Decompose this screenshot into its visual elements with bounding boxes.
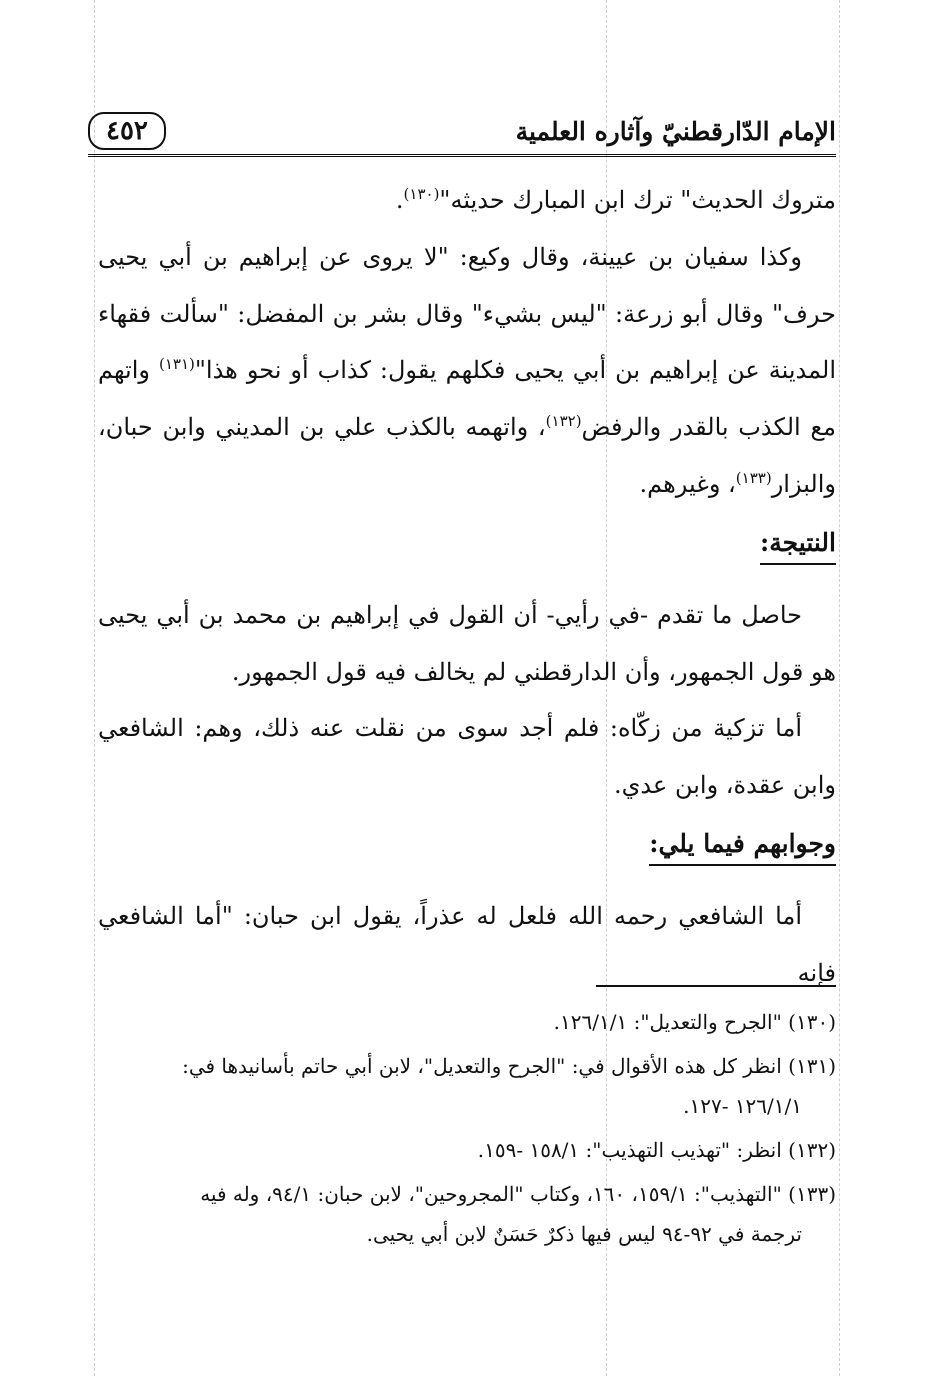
section-heading: وجوابهم فيما يلي:: [649, 824, 836, 866]
footnote-ref: (١٣٣): [735, 468, 772, 487]
footnote: [98, 1046, 836, 1126]
section-heading: النتيجة:: [760, 523, 836, 565]
paragraph: حاصل ما تقدم -في رأيي- أن القول في إبراهيم بن محمد بن أبي يحيى هو قول الجمهور، وأن الدارقطني لم يخالف فيه قول الجمهور.: [98, 600, 836, 686]
footnote: (١٣٠) "الجرح والتعديل": ١٢٦/١/١.: [553, 1010, 836, 1034]
footnote-text: ١٢٦/١/١ -١٢٧.: [683, 1094, 802, 1118]
heading-row: [98, 513, 836, 587]
page-header: [88, 108, 836, 157]
paragraph-text: ، واتهمه بالكذب علي بن المديني وابن حبان، والبزار: [98, 413, 836, 498]
footnote-text: ترجمة في ٩٢-٩٤ ليس فيها ذكرٌ حَسَنٌ لابن أبي يحيى.: [366, 1222, 802, 1246]
paragraph-text: متروك الحديث" ترك ابن المبارك حديثه": [439, 186, 836, 214]
footnote-ref: (١٣١): [158, 355, 195, 374]
paragraph-text: ، وغيرهم.: [639, 469, 736, 498]
paragraph: أما الشافعي رحمه الله فلعل له عذراً، يقول ابن حبان: "أما الشافعي فإنه: [98, 901, 836, 987]
footnote-text: (١٣٣) "التهذيب": ١٥٩/١، ١٦٠، وكتاب "المجروحين"، لابن حبان: ٩٤/١، وله فيه: [200, 1182, 836, 1206]
footnotes: [98, 1002, 836, 1258]
paragraph-text: .: [395, 186, 404, 214]
paragraph: [98, 229, 836, 513]
footnote-text: (١٣١) انظر كل هذه الأقوال في: "الجرح والتعديل"، لابن أبي حاتم بأسانيدها في:: [182, 1054, 836, 1078]
paragraph-text: وكذا سفيان بن عيينة، وقال وكيع: "لا يروى عن إبراهيم بن أبي يحيى حرف" وقال أبو زرعة: "ليس بشيء" وقال بشر بن المفضل: "سألت فقهاء المدينة عن إبراهيم بن أبي يحيى فكلهم يقول: كذاب أو نحو هذا": [98, 242, 836, 385]
paragraph-text: واتهم مع الكذب بالقدر والرفض: [98, 356, 836, 442]
footnote-ref: (١٣٠): [403, 185, 440, 203]
footnote: (١٣٢) انظر: "تهذيب التهذيب": ١٥٨/١ -١٥٩.: [477, 1138, 836, 1162]
page-number: ٤٥٢: [88, 112, 166, 150]
main-text: [98, 172, 836, 1002]
footnote-ref: (١٣٢): [545, 412, 582, 431]
footnote-separator: [596, 985, 836, 987]
heading-row: [98, 814, 836, 888]
paragraph: [98, 172, 836, 229]
paragraph: أما تزكية من زكّاه: فلم أجد سوى من نقلت عنه ذلك، وهم: الشافعي وابن عقدة، وابن عدي.: [98, 714, 836, 800]
scan-guide-line: [94, 0, 95, 1376]
running-title: الإمام الدّارقطنيّ وآثاره العلمية: [515, 116, 836, 146]
footnote: [98, 1174, 836, 1254]
scan-guide-line: [839, 0, 840, 1376]
